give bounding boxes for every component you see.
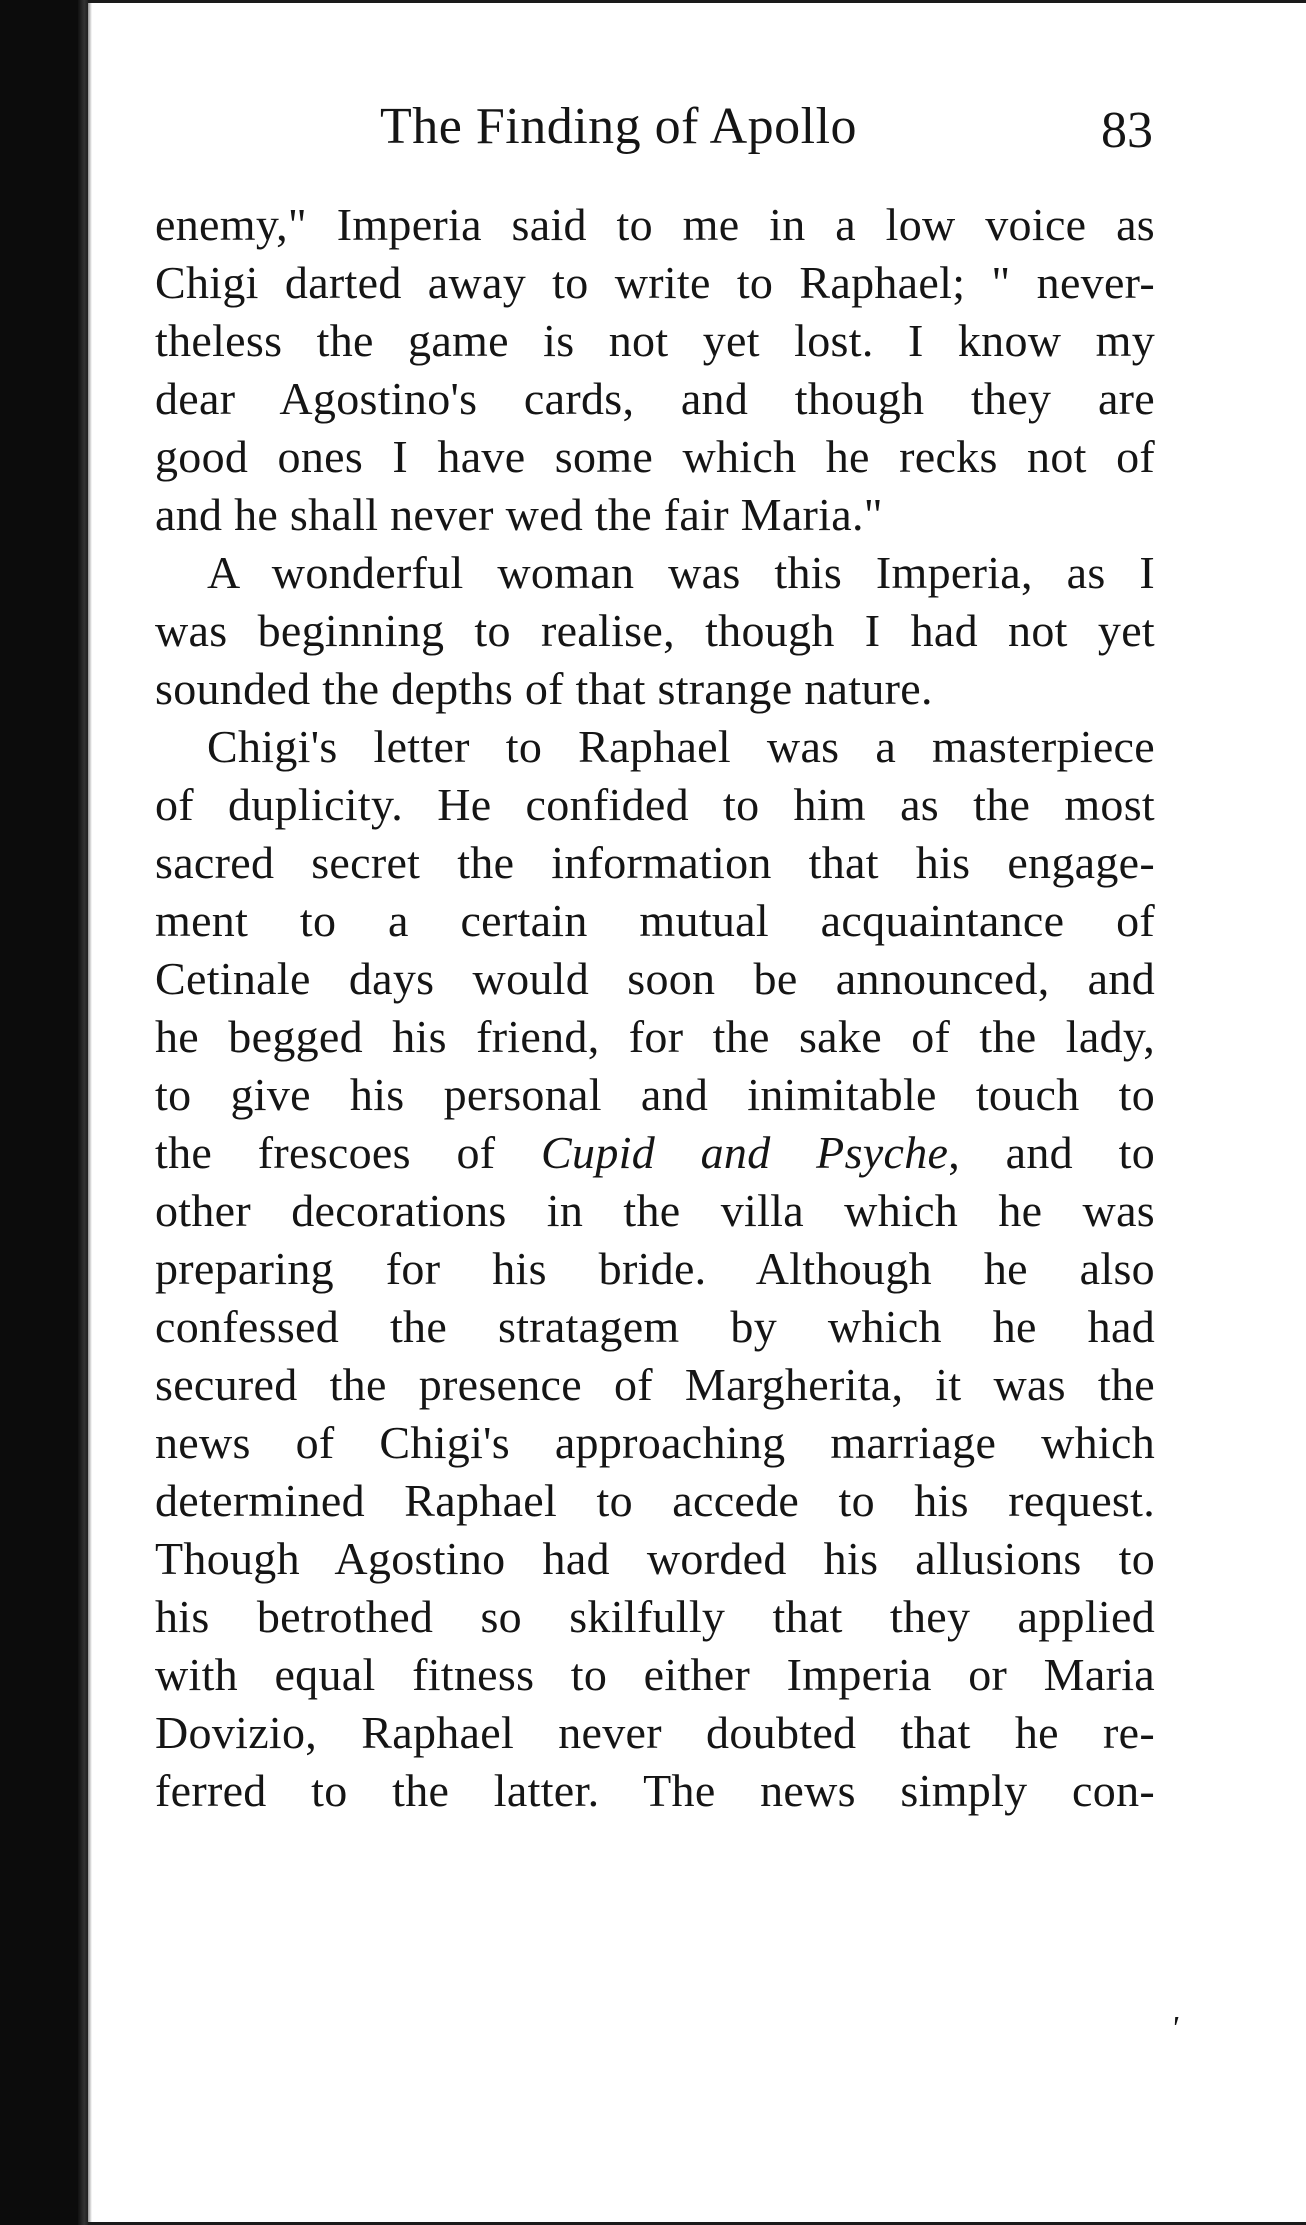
text-line: news of Chigi's approaching marriage which bbox=[155, 1417, 1155, 1468]
running-title: The Finding of Apollo bbox=[380, 98, 858, 155]
paragraph-1 bbox=[155, 196, 1155, 544]
text-line: theless the game is not yet lost. I know my bbox=[155, 315, 1155, 366]
text-line: Chigi darted away to write to Raphael; " never- bbox=[155, 257, 1155, 308]
text-line: determined Raphael to accede to his request. bbox=[155, 1475, 1155, 1526]
text-line: Chigi's letter to Raphael was a masterpiece bbox=[207, 721, 1155, 772]
text-line: and he shall never wed the fair Maria." bbox=[155, 489, 883, 540]
scan-dark-margin bbox=[0, 0, 88, 2225]
text-line: of duplicity. He confided to him as the most bbox=[155, 779, 1155, 830]
line-text-after: , and to bbox=[948, 1127, 1155, 1178]
paragraph-3 bbox=[155, 718, 1155, 1820]
text-line: sounded the depths of that strange nature. bbox=[155, 663, 933, 714]
text-line: ment to a certain mutual acquaintance of bbox=[155, 895, 1155, 946]
text-line: enemy," Imperia said to me in a low voice as bbox=[155, 199, 1155, 250]
text-line: to give his personal and inimitable touch to bbox=[155, 1069, 1155, 1120]
text-line: A wonderful woman was this Imperia, as I bbox=[207, 547, 1155, 598]
margin-mark: ' bbox=[1170, 2010, 1178, 2047]
scan-ragged-edge bbox=[78, 0, 92, 2225]
text-line: with equal fitness to either Imperia or Maria bbox=[155, 1649, 1155, 1700]
text-line: Cetinale days would soon be announced, and bbox=[155, 953, 1155, 1004]
text-line: sacred secret the information that his engage- bbox=[155, 837, 1155, 888]
body-text bbox=[155, 196, 1155, 1820]
text-line: preparing for his bride. Although he also bbox=[155, 1243, 1155, 1294]
text-line: Dovizio, Raphael never doubted that he re- bbox=[155, 1707, 1155, 1758]
text-line-with-italic-title bbox=[155, 1124, 1155, 1182]
artwork-title: Cupid and Psyche bbox=[541, 1127, 949, 1178]
running-head bbox=[155, 97, 1155, 167]
text-line: confessed the stratagem by which he had bbox=[155, 1301, 1155, 1352]
text-line: good ones I have some which he recks not of bbox=[155, 431, 1155, 482]
text-line: dear Agostino's cards, and though they are bbox=[155, 373, 1155, 424]
text-line: ferred to the latter. The news simply con- bbox=[155, 1765, 1155, 1816]
line-text-before: the frescoes of bbox=[155, 1127, 542, 1178]
paragraph-2 bbox=[155, 544, 1155, 718]
text-line: his betrothed so skilfully that they applied bbox=[155, 1591, 1155, 1642]
text-line: secured the presence of Margherita, it was the bbox=[155, 1359, 1155, 1410]
text-line: other decorations in the villa which he was bbox=[155, 1185, 1155, 1236]
page-number: 83 bbox=[1101, 102, 1153, 159]
text-line: he begged his friend, for the sake of the lady, bbox=[155, 1011, 1155, 1062]
scan-top-edge bbox=[88, 0, 1306, 3]
text-line: was beginning to realise, though I had not yet bbox=[155, 605, 1155, 656]
text-line: Though Agostino had worded his allusions to bbox=[155, 1533, 1155, 1584]
